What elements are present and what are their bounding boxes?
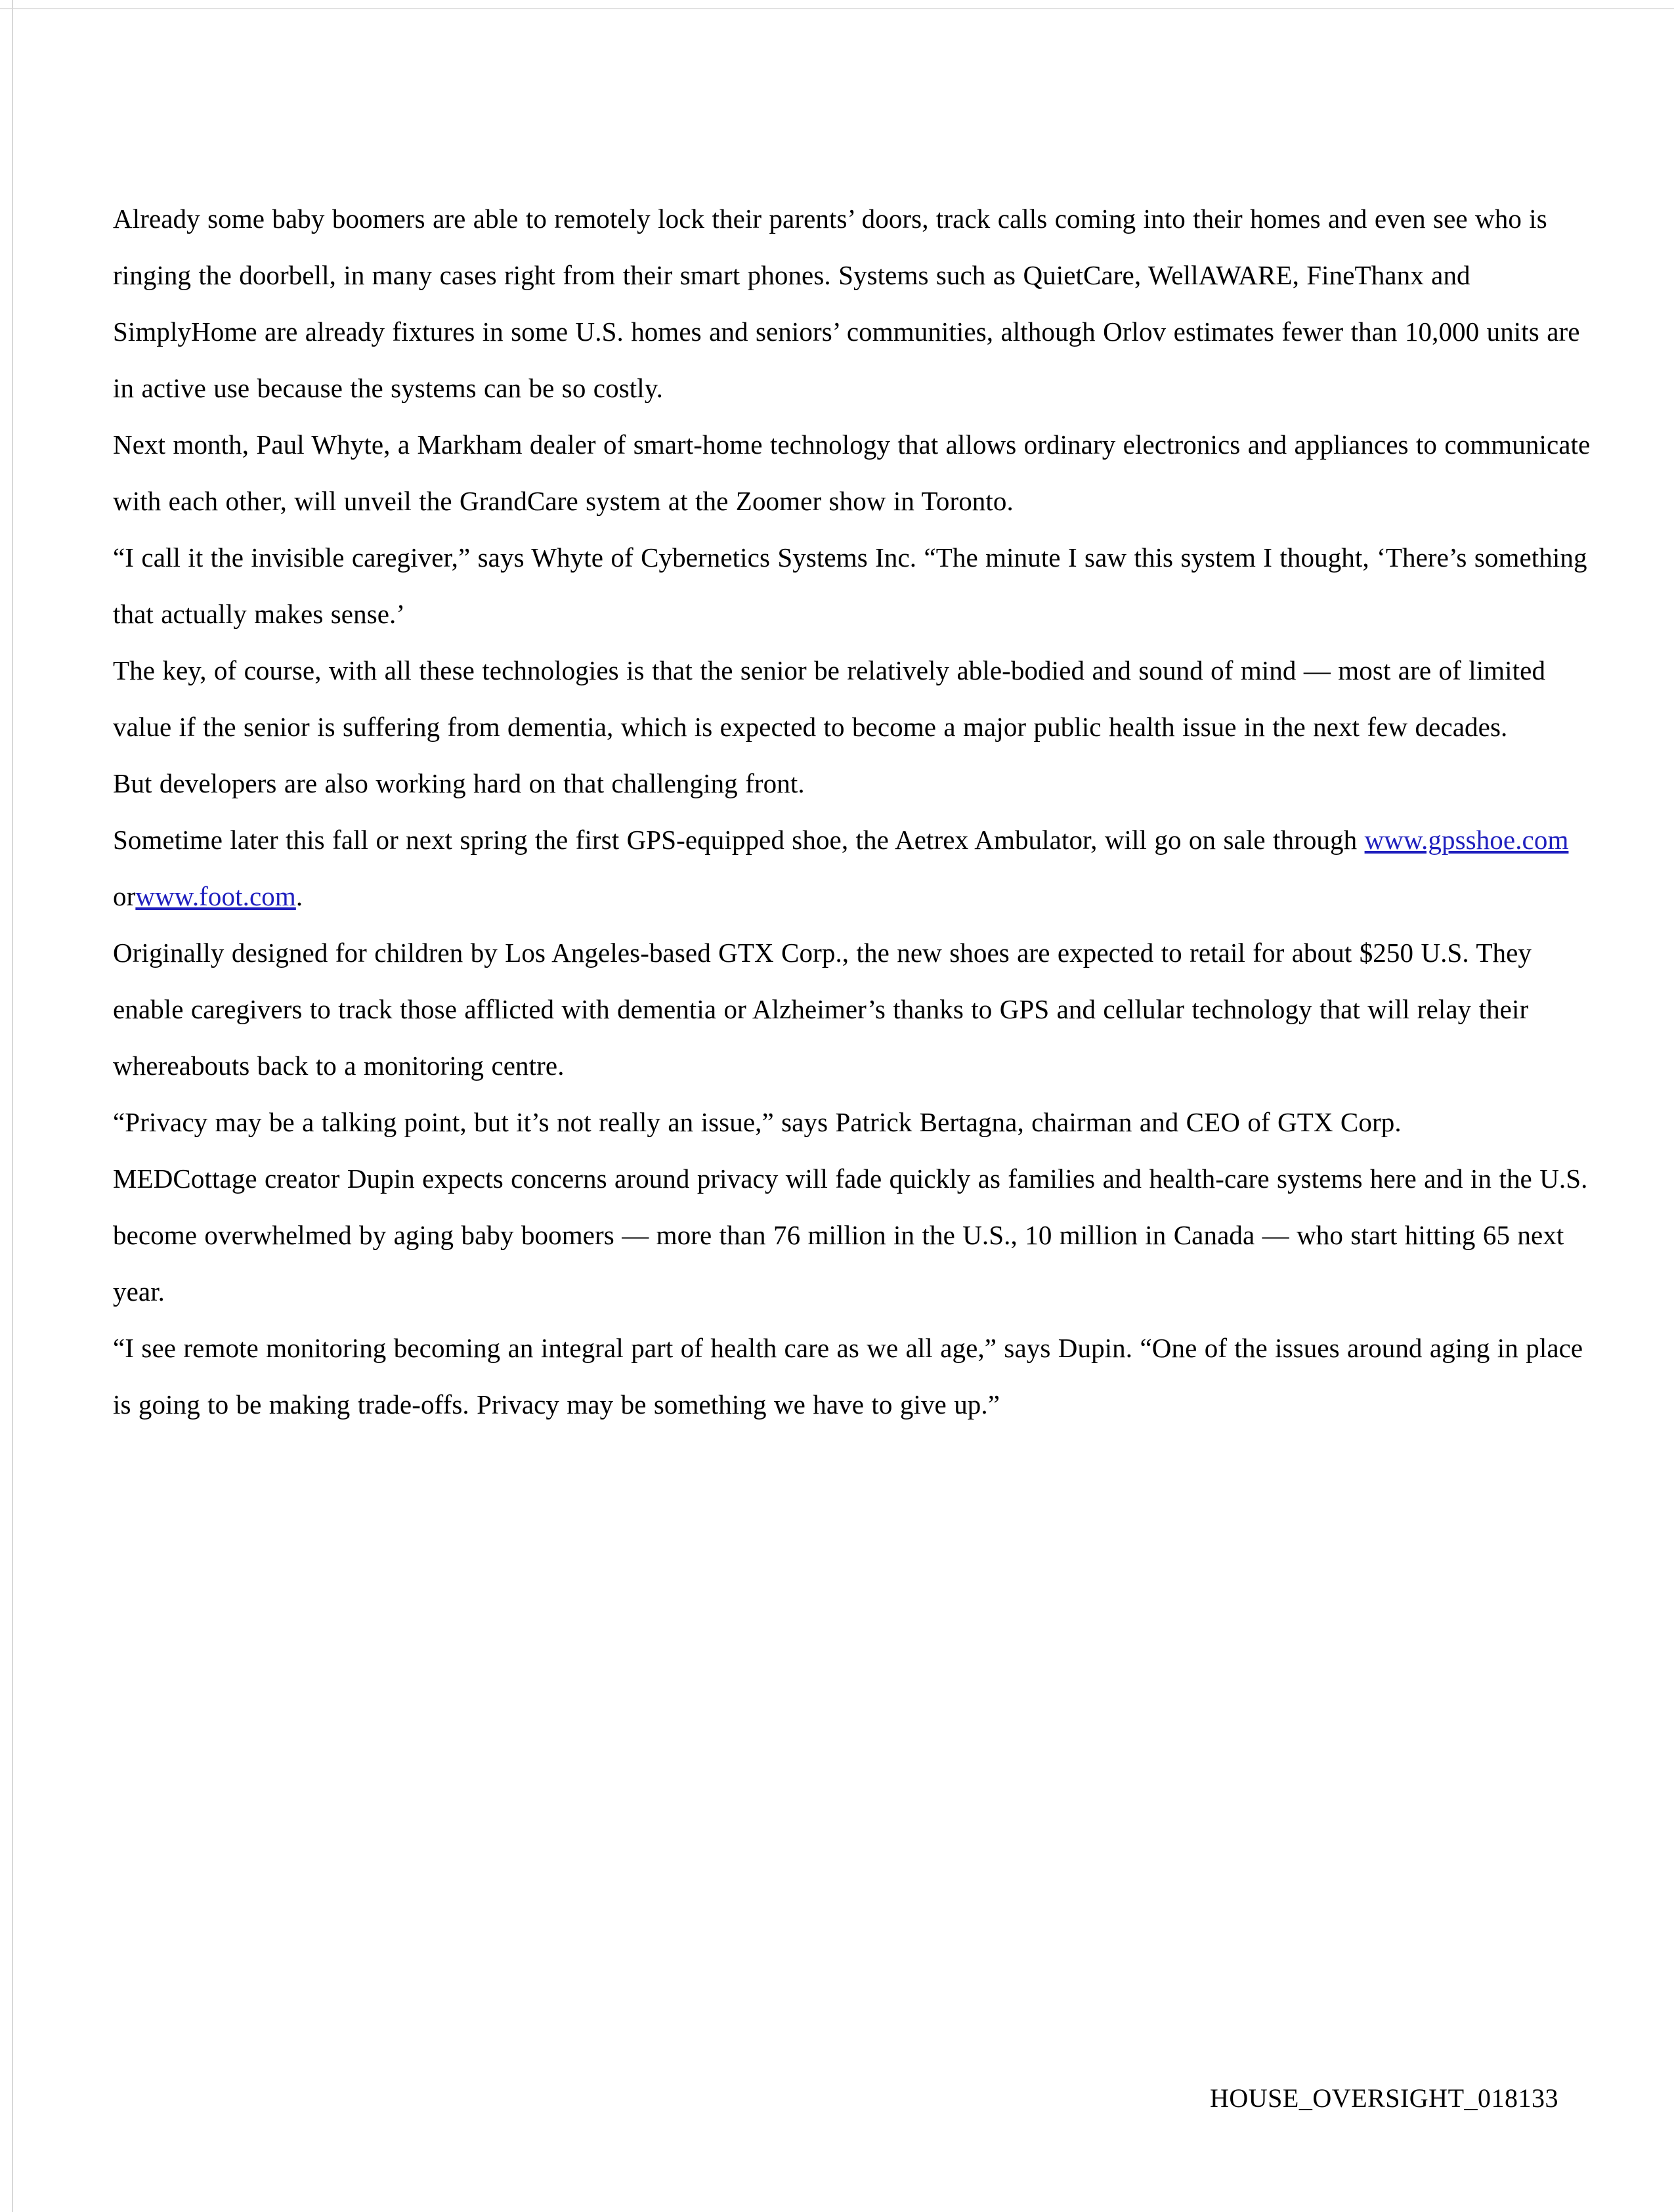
link-paragraph-middle: or <box>113 881 136 911</box>
paragraph-10: “I see remote monitoring becoming an integral part of health care as we all age,” says Dupin. “One of the issues around aging in place is going to be making trade-offs. Privacy may be something we have to give up.” <box>113 1333 1583 1420</box>
foot-link[interactable]: www.foot.com <box>135 881 296 911</box>
paragraph-6-with-links <box>113 812 1597 924</box>
paragraph-7: Originally designed for children by Los Angeles-based GTX Corp., the new shoes are expected to retail for about $250 U.S. They enable caregivers to track those afflicted with dementia or Alzheimer’s thanks to GPS and cellular technology that will relay their whereabouts back to a monitoring centre. <box>113 938 1532 1081</box>
paragraph-1: Already some baby boomers are able to remotely lock their parents’ doors, track calls coming into their homes and even see who is ringing the doorbell, in many cases right from their smart phones. Systems such as QuietCare, WellAWARE, FineThanx and SimplyHome are already fixtures in some U.S. homes and seniors’ communities, although Orlov estimates fewer than 10,000 units are in active use because the systems can be so costly. <box>113 204 1580 403</box>
paragraph-9: MEDCottage creator Dupin expects concerns around privacy will fade quickly as families and health-care systems here and in the U.S. become overwhelmed by aging baby boomers — more than 76 million in the U.S., 10 million in Canada — who start hitting 65 next year. <box>113 1163 1588 1307</box>
paragraph-3: “I call it the invisible caregiver,” says Whyte of Cybernetics Systems Inc. “The minute I saw this system I thought, ‘There’s something that actually makes sense.’ <box>113 542 1587 629</box>
bates-stamp: HOUSE_OVERSIGHT_018133 <box>1210 2083 1558 2113</box>
scan-edge-top <box>0 8 1674 9</box>
link-paragraph-after: . <box>295 881 303 911</box>
paragraph-4: The key, of course, with all these technologies is that the senior be relatively able-bodied and sound of mind — most are of limited value if the senior is suffering from dementia, which is expected to become a major public health issue in the next few decades. <box>113 655 1546 742</box>
paragraph-5: But developers are also working hard on that challenging front. <box>113 768 805 798</box>
paragraph-8: “Privacy may be a talking point, but it’s not really an issue,” says Patrick Bertagna, chairman and CEO of GTX Corp. <box>113 1107 1402 1137</box>
document-body <box>113 190 1597 1433</box>
link-paragraph-before: Sometime later this fall or next spring the first GPS-equipped shoe, the Aetrex Ambulator, will go on sale through <box>113 825 1365 855</box>
scan-edge-left <box>12 0 13 2212</box>
paragraph-2: Next month, Paul Whyte, a Markham dealer of smart-home technology that allows ordinary electronics and appliances to communicate with each other, will unveil the GrandCare system at the Zoomer show in Toronto. <box>113 429 1591 516</box>
gpsshoe-link[interactable]: www.gpsshoe.com <box>1364 825 1569 855</box>
